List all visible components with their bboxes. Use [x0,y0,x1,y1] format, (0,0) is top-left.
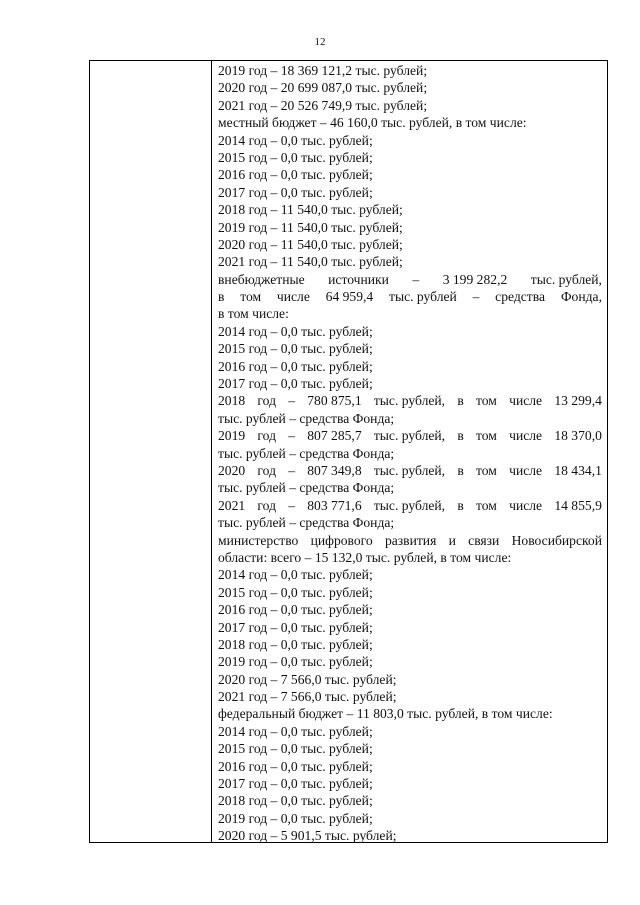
text-line: 2018 год – 11 540,0 тыс. рублей; [218,202,403,218]
text-line [218,392,602,409]
text-line: 2020 год – 20 699 087,0 тыс. рублей; [218,80,428,96]
text-line: 2016 год – 0,0 тыс. рублей; [218,358,373,374]
text-word: числе [509,428,543,444]
text-word: 2020 [218,462,246,478]
text-line: 2019 год – 0,0 тыс. рублей; [218,810,373,826]
text-word: числе [509,393,543,409]
text-word: 807 349,8 [307,462,362,478]
text-word: Новосибирской [511,532,602,548]
text-word: 807 285,7 [307,428,362,444]
text-word: числе [276,289,310,305]
text-line: 2020 год – 11 540,0 тыс. рублей; [218,236,403,252]
text-line: в том числе: [218,306,289,322]
text-word: в [457,462,464,478]
text-line: 2015 год – 0,0 тыс. рублей; [218,341,373,357]
text-line: 2017 год – 0,0 тыс. рублей; [218,619,373,635]
text-word: год [257,428,276,444]
text-line: 2014 год – 0,0 тыс. рублей; [218,132,373,148]
text-line: 2014 год – 0,0 тыс. рублей; [218,567,373,583]
text-line: тыс. рублей – средства Фонда; [218,480,395,496]
text-word: 13 299,4 [554,393,602,409]
text-line: области: всего – 15 132,0 тыс. рублей, в том числе: [218,549,512,565]
text-word: в [457,393,464,409]
text-line: 2018 год – 0,0 тыс. рублей; [218,636,373,652]
text-word: 2018 [218,393,246,409]
text-line: 2017 год – 0,0 тыс. рублей; [218,776,373,792]
text-word: 18 434,1 [554,462,602,478]
text-word: источники [328,271,389,287]
text-line [218,271,602,288]
text-line: 2015 год – 0,0 тыс. рублей; [218,741,373,757]
text-word: тыс. рублей, [373,497,446,513]
text-word: год [257,462,276,478]
text-line: 2015 год – 0,0 тыс. рублей; [218,149,373,165]
text-word: 2019 [218,428,246,444]
text-word: год [257,497,276,513]
text-line: 2019 год – 18 369 121,2 тыс. рублей; [218,63,428,78]
text-word: год [257,393,276,409]
text-line: 2021 год – 11 540,0 тыс. рублей; [218,254,403,270]
text-word: том [475,462,497,478]
text-line: тыс. рублей – средства Фонда; [218,515,395,531]
text-line: 2021 год – 20 526 749,9 тыс. рублей; [218,97,428,113]
text-word: числе [509,497,543,513]
text-line: 2014 год – 0,0 тыс. рублей; [218,323,373,339]
text-word: и [448,532,456,548]
text-word: 64 959,4 [325,289,374,305]
table-right-column [212,61,607,842]
table-left-column [90,61,212,842]
text-word: развития [384,532,437,548]
text-word: 780 875,1 [307,393,362,409]
text-word: министерство [218,532,299,548]
text-line: тыс. рублей – средства Фонда; [218,445,395,461]
text-word: – [288,497,296,513]
text-line: тыс. рублей – средства Фонда; [218,410,395,426]
text-word: том [240,289,262,305]
page-number: 12 [314,36,326,48]
text-word: 18 370,0 [554,428,602,444]
text-line: 2017 год – 0,0 тыс. рублей; [218,376,373,392]
text-word: – [288,462,296,478]
text-word: в [457,497,464,513]
text-line: 2016 год – 0,0 тыс. рублей; [218,758,373,774]
text-line: федеральный бюджет – 11 803,0 тыс. рублей, в том числе: [218,706,553,722]
text-word: – [472,289,480,305]
text-line: 2016 год – 0,0 тыс. рублей; [218,167,373,183]
text-word: том [475,428,497,444]
text-word: тыс. рублей, [373,393,446,409]
text-line [218,288,602,305]
text-line: 2020 год – 7 566,0 тыс. рублей; [218,671,397,687]
text-word: 803 771,6 [307,497,362,513]
text-line: 2021 год – 7 566,0 тыс. рублей; [218,689,397,705]
text-word: в [457,428,464,444]
text-word: том [475,497,497,513]
text-word: Фонда, [560,289,602,305]
text-word: в [218,289,225,305]
text-word: 2021 [218,497,246,513]
text-word: тыс. рублей [389,289,457,305]
text-line [218,427,602,444]
text-line: 2019 год – 0,0 тыс. рублей; [218,654,373,670]
text-line: 2016 год – 0,0 тыс. рублей; [218,602,373,618]
text-word: – [288,393,296,409]
text-line [218,462,602,479]
text-word: 14 855,9 [554,497,602,513]
text-word: внебюджетные [218,271,305,287]
text-word: цифрового [310,532,373,548]
text-line: 2015 год – 0,0 тыс. рублей; [218,584,373,600]
text-word: – [412,271,420,287]
text-line: 2020 год – 5 901,5 тыс. рублей; [218,828,397,844]
text-word: тыс. рублей, [373,428,446,444]
text-word: – [288,428,296,444]
text-line: 2017 год – 0,0 тыс. рублей; [218,184,373,200]
text-word: связи [468,532,500,548]
text-word: 3 199 282,2 [442,271,508,287]
text-line: 2014 год – 0,0 тыс. рублей; [218,723,373,739]
text-line: 2018 год – 0,0 тыс. рублей; [218,793,373,809]
text-line [218,532,602,549]
text-line: местный бюджет – 46 160,0 тыс. рублей, в том числе: [218,115,527,131]
text-word: числе [509,462,543,478]
text-line: 2019 год – 11 540,0 тыс. рублей; [218,219,403,235]
text-word: том [475,393,497,409]
text-word: средства [495,289,546,305]
text-word: тыс. рублей, [373,462,446,478]
text-line [218,497,602,514]
document-table [89,60,608,843]
text-word: тыс. рублей, [530,271,602,287]
